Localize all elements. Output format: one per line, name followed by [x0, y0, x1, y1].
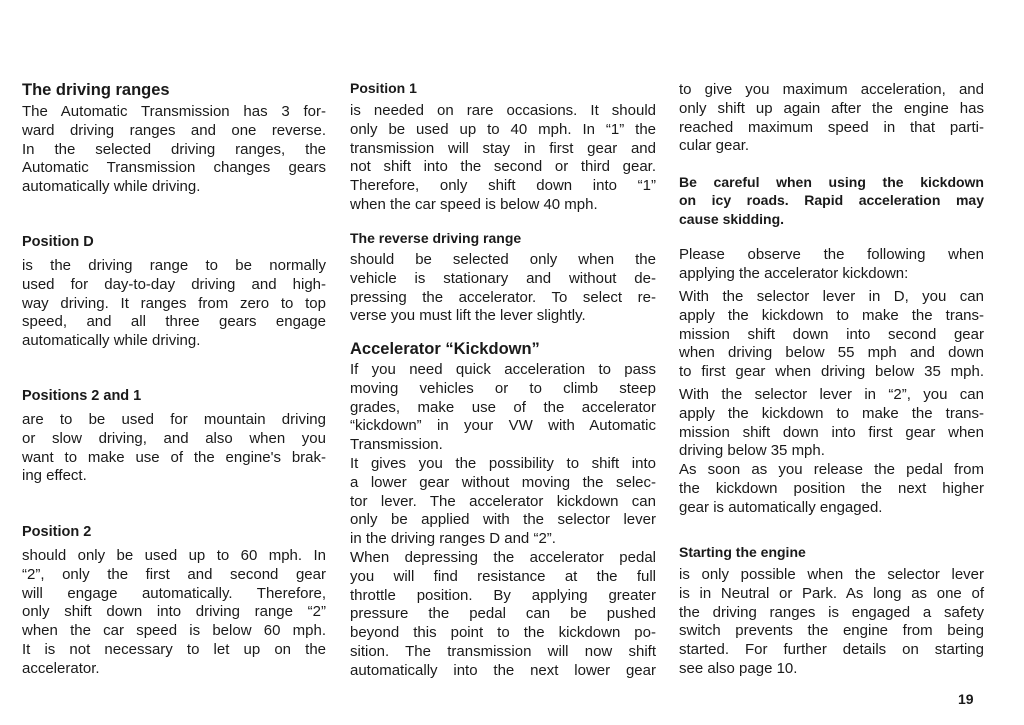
text-line: cause skidding.	[679, 210, 785, 227]
text-line: the driving ranges is engaged a safety	[679, 603, 984, 621]
section-heading: Starting the engine	[679, 544, 806, 560]
text-line: speed, and all three gears engage	[22, 313, 326, 331]
text-line: automatically while driving.	[22, 178, 201, 196]
text-line: Automatic Transmission changes gears	[22, 159, 326, 177]
text-line: pressing the accelerator. To select re-	[350, 288, 656, 306]
text-line: cular gear.	[679, 137, 750, 155]
text-line: are to be used for mountain driving	[22, 411, 326, 428]
text-line: only shift up again after the engine has	[679, 99, 984, 117]
text-line: only shift down into driving range “2”	[22, 603, 326, 621]
section-heading: Accelerator “Kickdown”	[350, 340, 540, 358]
text-line: It gives you the possibility to shift into	[350, 454, 656, 472]
section-body	[22, 411, 326, 486]
text-line: transmission will stay in first gear and	[350, 139, 656, 157]
section-reverse-driving-range	[350, 229, 656, 326]
text-line: mission shift down into second gear	[679, 325, 984, 343]
text-line: beyond this point to the kickdown po-	[350, 624, 656, 642]
text-line: “2”, only the first and second gear	[22, 565, 326, 583]
text-line: verse you must lift the lever slightly.	[350, 307, 586, 325]
text-line: apply the kickdown to make the trans-	[679, 306, 984, 324]
text-line: vehicle is stationary and without de-	[350, 269, 656, 287]
text-line: switch prevents the engine from being	[679, 622, 984, 640]
text-line: you will find resistance at the full	[350, 567, 656, 585]
text-line: reached maximum speed in that parti-	[679, 118, 984, 136]
section-observe	[679, 246, 984, 284]
text-line: see also page 10.	[679, 659, 798, 677]
section-body	[679, 288, 984, 382]
text-line: automatically into the next lower gear	[350, 661, 656, 679]
text-line: ward driving ranges and one reverse.	[22, 121, 326, 139]
section-position-1	[350, 79, 656, 215]
text-line: Transmission.	[350, 436, 443, 454]
text-line: pressure the pedal can be pushed	[350, 605, 656, 623]
text-line: Be careful when using the kickdown	[679, 174, 984, 190]
text-line: ing effect.	[22, 467, 87, 485]
text-line: when the car speed is below 60 mph.	[22, 622, 326, 640]
text-line: started. For further details on starting	[679, 641, 984, 659]
section-heading: The reverse driving range	[350, 230, 522, 246]
section-body	[350, 251, 656, 326]
section-body	[679, 81, 984, 156]
text-line: Please observe the following when	[679, 246, 984, 263]
section-heading: Position D	[22, 234, 94, 250]
section-body	[679, 246, 984, 284]
text-line: only be used up to 40 mph. In “1” the	[350, 120, 656, 138]
text-line: in the driving ranges D and “2”.	[350, 530, 556, 548]
text-line: In the selected driving ranges, the	[22, 140, 326, 158]
text-line: to give you maximum acceleration, and	[679, 81, 984, 98]
text-line: will engage automatically. Therefore,	[22, 584, 326, 602]
section-body	[679, 386, 984, 518]
text-line: not shift into the second or third gear.	[350, 158, 656, 176]
text-line: sition. The transmission will now shift	[350, 642, 656, 660]
text-line: is only possible when the selector lever	[679, 566, 984, 583]
section-positions-2-and-1	[22, 387, 326, 486]
section-body	[679, 566, 984, 679]
text-line: want to make use of the engine's brak-	[22, 448, 326, 466]
section-body	[22, 547, 326, 679]
text-line: to first gear when driving below 35 mph.	[679, 363, 984, 381]
text-line: accelerator.	[22, 659, 100, 677]
text-line: grades, make use of the accelerator	[350, 398, 656, 416]
text-line: on icy roads. Rapid acceleration may	[679, 192, 984, 209]
text-line: automatically while driving.	[22, 332, 201, 350]
text-line: way driving. It ranges from zero to top	[22, 294, 326, 312]
page-number: 19	[958, 691, 974, 707]
text-line: If you need quick acceleration to pass	[350, 361, 656, 378]
section-heading: Position 2	[22, 524, 92, 540]
text-line: the kickdown position the next higher	[679, 479, 984, 497]
section-heading: The driving ranges	[22, 81, 170, 99]
text-line: When depressing the accelerator pedal	[350, 548, 656, 566]
text-line: when driving below 55 mph and down	[679, 344, 984, 362]
section-heading: Position 1	[350, 80, 417, 96]
section-driving-ranges	[22, 80, 326, 197]
text-line: only be applied with the selector lever	[350, 511, 656, 529]
section-heading: Positions 2 and 1	[22, 388, 142, 404]
text-line: “kickdown” in your VW with Automatic	[350, 417, 656, 435]
text-line: is needed on rare occasions. It should	[350, 102, 656, 119]
section-selector-d	[679, 288, 984, 382]
text-line: With the selector lever in “2”, you can	[679, 386, 984, 403]
text-line: used for day-to-day driving and high-	[22, 275, 326, 293]
text-line: a lower gear without moving the selec-	[350, 473, 656, 491]
text-line: when the car speed is below 40 mph.	[350, 195, 598, 213]
section-body	[22, 103, 326, 197]
text-line: tor lever. The accelerator kickdown can	[350, 492, 656, 510]
section-body	[350, 361, 656, 681]
text-line: throttle position. By applying greater	[350, 586, 656, 604]
section-body	[350, 102, 656, 215]
text-line: moving vehicles or to climb steep	[350, 379, 656, 397]
warning-text	[679, 173, 984, 228]
text-line: As soon as you release the pedal from	[679, 461, 984, 479]
section-kickdown-continuation	[679, 81, 984, 156]
section-body	[22, 257, 326, 351]
text-line: With the selector lever in D, you can	[679, 288, 984, 305]
text-line: apply the kickdown to make the trans-	[679, 404, 984, 422]
section-position-2	[22, 523, 326, 679]
text-line: should be selected only when the	[350, 251, 656, 268]
text-line: It is not necessary to let up on the	[22, 640, 326, 658]
text-line: driving below 35 mph.	[679, 442, 825, 460]
section-position-d	[22, 233, 326, 351]
text-line: is the driving range to be normally	[22, 257, 326, 274]
text-line: should only be used up to 60 mph. In	[22, 547, 326, 564]
text-line: applying the accelerator kickdown:	[679, 264, 909, 282]
section-selector-2	[679, 386, 984, 518]
section-starting-engine	[679, 543, 984, 679]
text-line: mission shift down into first gear when	[679, 423, 984, 441]
kickdown-warning	[679, 173, 984, 228]
text-line: is in Neutral or Park. As long as one of	[679, 584, 984, 602]
text-line: The Automatic Transmission has 3 for-	[22, 103, 326, 120]
text-line: or slow driving, and also when you	[22, 429, 326, 447]
text-line: gear is automatically engaged.	[679, 498, 883, 516]
section-accelerator-kickdown	[350, 339, 656, 681]
text-line: Therefore, only shift down into “1”	[350, 177, 656, 195]
